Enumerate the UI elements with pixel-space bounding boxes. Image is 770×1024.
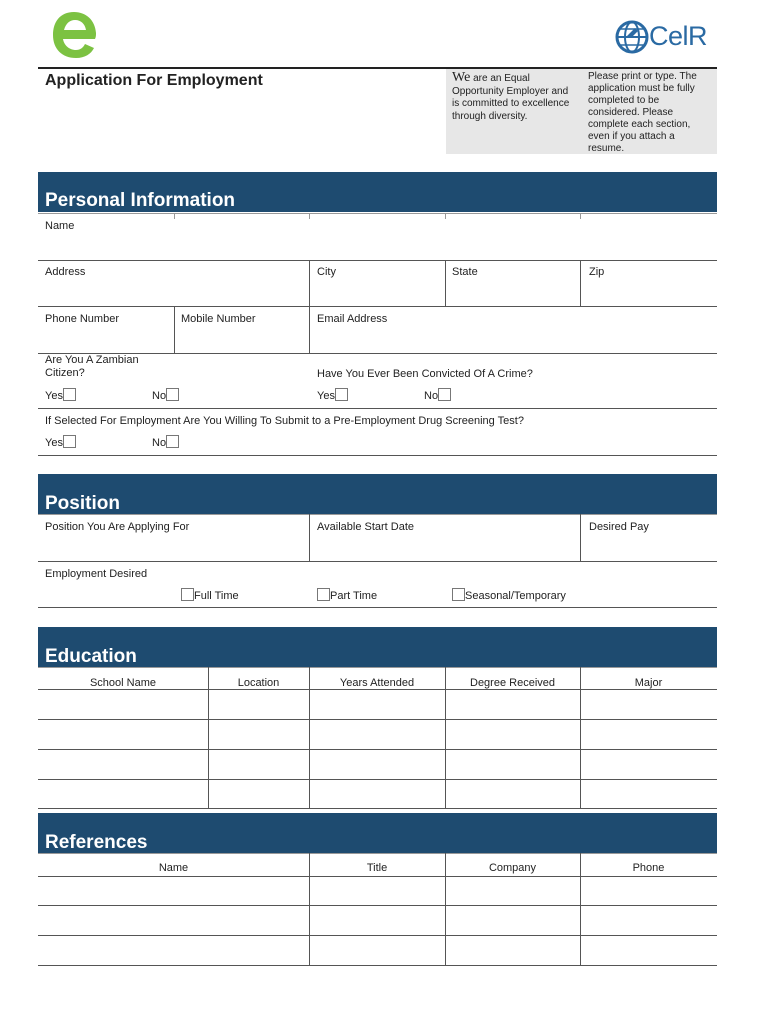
- desired-pay-field[interactable]: [582, 536, 715, 559]
- education-band: [38, 627, 717, 667]
- personal-info-band: [38, 172, 717, 212]
- full-time-label: Full Time: [194, 590, 239, 602]
- position-band: [38, 474, 717, 514]
- citizen-no-label: No: [152, 390, 167, 402]
- crime-no-checkbox[interactable]: [438, 388, 451, 401]
- full-time-option: [181, 588, 239, 602]
- phone-field[interactable]: [40, 327, 172, 351]
- edu-col-years: Years Attended: [339, 677, 415, 689]
- personal-info-heading: Personal Information: [45, 190, 236, 211]
- crime-no-label: No: [424, 390, 439, 402]
- education-row[interactable]: [38, 690, 717, 719]
- employment-desired-label: Employment Desired: [45, 568, 148, 580]
- instructions: Please print or type. The application must be fully completed to be considered. Please complete each section, even if you attach a resume.: [588, 71, 697, 154]
- edu-col-major: Major: [634, 677, 663, 689]
- edu-col-school: School Name: [89, 677, 157, 689]
- zip-label: Zip: [589, 266, 605, 278]
- reference-row[interactable]: [38, 936, 717, 965]
- part-time-label: Part Time: [330, 590, 378, 602]
- address-field[interactable]: [40, 280, 306, 304]
- zip-field[interactable]: [582, 280, 715, 304]
- ceir-logo-text: CelR: [649, 21, 708, 51]
- eeo-lead: We: [452, 70, 471, 85]
- references-band: [38, 813, 717, 853]
- drug-no-label: No: [152, 437, 167, 449]
- ref-col-title: Title: [366, 862, 388, 874]
- citizen-question: Are You A Zambian Citizen?: [45, 354, 139, 379]
- crime-yes-checkbox[interactable]: [335, 388, 348, 401]
- crime-yes-label: Yes: [317, 390, 335, 402]
- position-applying-label: Position You Are Applying For: [45, 521, 190, 533]
- drug-test-question: If Selected For Employment Are You Willing To Submit to a Pre-Employment Drug Screening Test?: [45, 415, 524, 427]
- drug-yes: [45, 435, 76, 449]
- citizen-yes-label: Yes: [45, 390, 63, 402]
- education-heading: Education: [45, 646, 137, 667]
- citizen-yes-checkbox[interactable]: [63, 388, 76, 401]
- ref-col-name: Name: [158, 862, 189, 874]
- phone-label: Phone Number: [45, 313, 119, 325]
- education-row[interactable]: [38, 780, 717, 808]
- start-date-label: Available Start Date: [317, 521, 415, 533]
- position-field[interactable]: [40, 536, 306, 559]
- email-label: Email Address: [317, 313, 388, 325]
- edu-col-location: Location: [237, 677, 280, 689]
- seasonal-option: [452, 588, 566, 602]
- education-row[interactable]: [38, 750, 717, 779]
- references-heading: References: [45, 832, 148, 853]
- desired-pay-label: Desired Pay: [589, 521, 649, 533]
- ref-col-company: Company: [488, 862, 537, 874]
- crime-yes: [317, 388, 348, 402]
- eeo-statement: [452, 72, 576, 123]
- drug-no: [152, 435, 179, 449]
- citizen-no-checkbox[interactable]: [166, 388, 179, 401]
- drug-yes-label: Yes: [45, 437, 63, 449]
- position-heading: Position: [45, 493, 120, 514]
- state-field[interactable]: [447, 280, 578, 304]
- citizen-yes: [45, 388, 76, 402]
- reference-row[interactable]: [38, 906, 717, 935]
- ceir-logo: [614, 19, 714, 55]
- name-label: Name: [45, 220, 75, 232]
- start-date-field[interactable]: [311, 536, 578, 559]
- page-title: Application For Employment: [45, 72, 263, 89]
- mobile-field[interactable]: [176, 327, 307, 351]
- reference-row[interactable]: [38, 877, 717, 905]
- seasonal-checkbox[interactable]: [452, 588, 465, 601]
- crime-question: Have You Ever Been Convicted Of A Crime?: [317, 368, 533, 380]
- drug-no-checkbox[interactable]: [166, 435, 179, 448]
- education-row[interactable]: [38, 720, 717, 749]
- e-logo: [50, 8, 98, 60]
- part-time-checkbox[interactable]: [317, 588, 330, 601]
- eeo-text: are an Equal Opportunity Employer and is committed to excellence through diversity.: [452, 73, 570, 122]
- state-label: State: [452, 266, 478, 278]
- email-field[interactable]: [311, 327, 715, 351]
- drug-yes-checkbox[interactable]: [63, 435, 76, 448]
- seasonal-label: Seasonal/Temporary: [465, 590, 566, 602]
- city-label: City: [317, 266, 336, 278]
- crime-no: [424, 388, 451, 402]
- citizen-no: [152, 388, 179, 402]
- mobile-label: Mobile Number: [181, 313, 256, 325]
- full-time-checkbox[interactable]: [181, 588, 194, 601]
- ref-col-phone: Phone: [632, 862, 665, 874]
- part-time-option: [317, 588, 377, 602]
- name-field[interactable]: [38, 234, 717, 259]
- edu-col-degree: Degree Received: [470, 677, 555, 689]
- city-field[interactable]: [311, 280, 443, 304]
- address-label: Address: [45, 266, 86, 278]
